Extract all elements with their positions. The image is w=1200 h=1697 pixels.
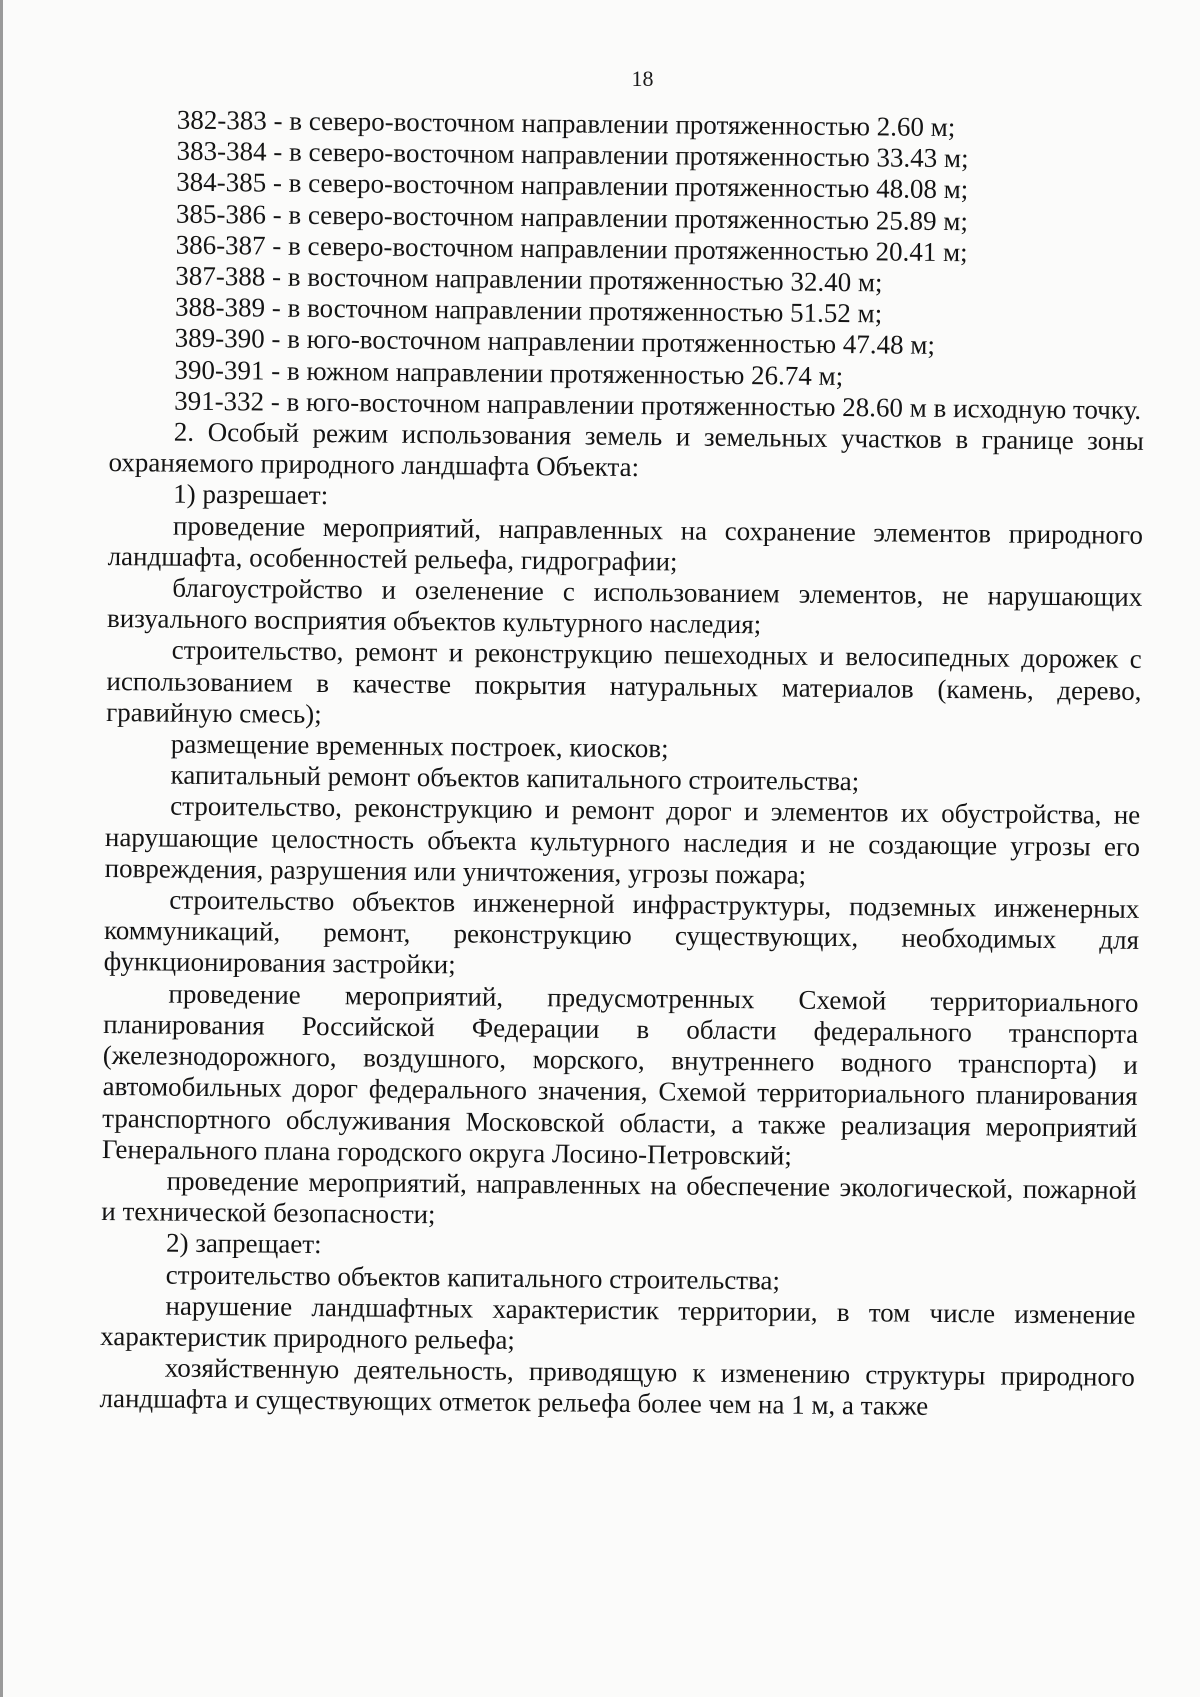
segment-line: 382-383 - в северо-восточном направлении протяженностью 2.60 м;: [176, 104, 956, 143]
segment-line: 386-387 - в северо-восточном направлении протяженностью 20.41 м;: [175, 229, 968, 268]
allows-item: проведение мероприятий, предусмотренных Схемой территориального планирования Российской Федерации в области федерального транспорта (железнодорожного, воздушного, морского, внутреннего водного транспорта) и автомобильных дорог федерального значения, Схемой территориального планирования транспортного обслуживания Московской области, а также реализация мероприятий Генерального плана городского округа Лосино-Петровский;: [101, 978, 1139, 1171]
segment-line-final: 391-332 - в юго-восточном направлении протяженностью 28.60 м в исходную точку.: [174, 385, 1142, 425]
segment-line: 387-388 - в восточном направлении протяженностью 32.40 м;: [175, 260, 883, 298]
segment-line: 390-391 - в южном направлении протяженностью 26.74 м;: [174, 354, 844, 391]
allows-item: строительство, ремонт и реконструкцию пешеходных и велосипедных дорожек с использованием в качестве покрытия натуральных материалов (камень, дерево, гравийную смесь);: [106, 635, 1142, 729]
allows-item: проведение мероприятий, направленных на обеспечение экологической, пожарной и технической безопасности;: [101, 1165, 1137, 1230]
document-body: [99, 104, 1147, 1424]
prohibits-item: нарушение ландшафтных характеристик территории, в том числе изменение характеристик природного рельефа;: [100, 1290, 1136, 1355]
section-2-intro: 2. Особый режим использования земель и земельных участков в границе зоны охраняемого природного ландшафта Объекта:: [108, 416, 1144, 483]
allows-heading: 1) разрешает:: [173, 479, 329, 511]
segment-line: 385-386 - в северо-восточном направлении протяженностью 25.89 м;: [175, 198, 969, 236]
segment-line: 383-384 - в северо-восточном направлении протяженностью 33.43 м;: [176, 135, 969, 174]
segment-line: 384-385 - в северо-восточном направлении протяженностью 48.08 м;: [176, 167, 969, 205]
prohibits-item: хозяйственную деятельность, приводящую к изменению структуры природного ландшафта и существующих отметок рельефа более чем на 1 м, а также: [99, 1352, 1135, 1422]
segment-line: 389-390 - в юго-восточном направлении протяженностью 47.48 м;: [174, 323, 936, 361]
page-number: 18: [631, 66, 654, 91]
allows-item: строительство объектов инженерной инфраструктуры, подземных инженерных коммуникаций, ремонт, реконструкцию существующих, необходимых для функционирования застройки;: [103, 884, 1140, 980]
allows-item: капитальный ремонт объектов капитального строительства;: [170, 759, 860, 797]
allows-item: строительство, реконструкцию и ремонт дорог и элементов их обустройства, не нарушающие целостность объекта культурного наследия и не создающие угрозы его повреждения, разрушения или уничтожения, угрозы пожара;: [104, 791, 1141, 890]
prohibits-item: строительство объектов капитального строительства;: [165, 1259, 781, 1295]
allows-item: благоустройство и озеленение с использованием элементов, не нарушающих визуального восприятия объектов культурного наследия;: [106, 572, 1143, 640]
allows-item: размещение временных построек, киосков;: [170, 728, 669, 764]
page-left-edge: [0, 0, 3, 1697]
prohibits-heading: 2) запрещает:: [165, 1227, 322, 1260]
allows-item: проведение мероприятий, направленных на сохранение элементов природного ландшафта, особенностей рельефа, гидрографии;: [107, 510, 1144, 577]
segment-line: 388-389 - в восточном направлении протяженностью 51.52 м;: [174, 291, 883, 329]
